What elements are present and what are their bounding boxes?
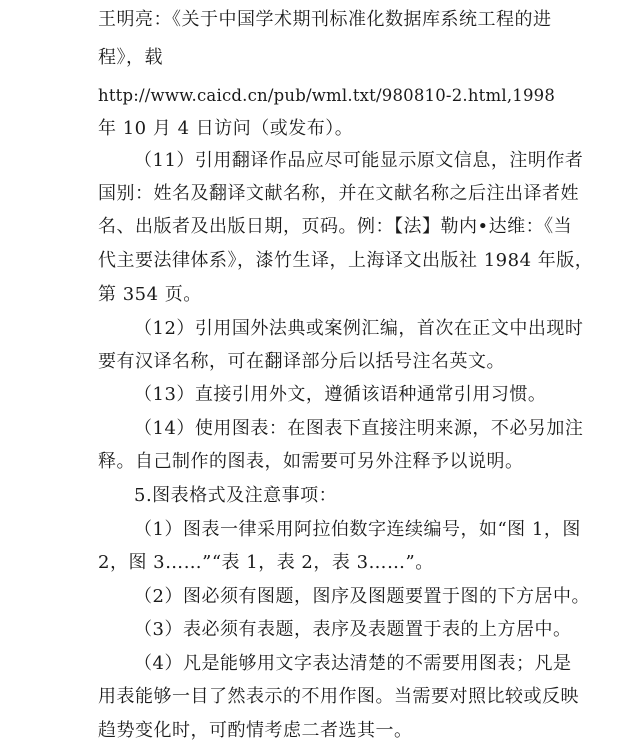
paragraph-13-line: （13）直接引用外文，遵循该语种通常引用习惯。 [134, 384, 547, 405]
item-4-line: 用表能够一目了然表示的不用作图。当需要对照比较或反映 [98, 686, 579, 707]
item-4-line: 趋势变化时，可酌情考虑二者选其一。 [98, 720, 413, 741]
paragraph-11-line: 第 354 页。 [98, 284, 202, 305]
paragraph-11-line: （11）引用翻译作品应尽可能显示原文信息，注明作者 [134, 150, 584, 171]
text-line: 程》，载 [98, 47, 163, 68]
paragraph-12-line: （12）引用国外法典或案例汇编，首次在正文中出现时 [134, 318, 584, 339]
paragraph-14-line: （14）使用图表：在图表下直接注明来源，不必另加注 [134, 418, 584, 439]
item-4-line: （4）凡是能够用文字表达清楚的不需要用图表；凡是 [134, 653, 572, 674]
text-line: 王明亮：《关于中国学术期刊标准化数据库系统工程的进 [98, 9, 552, 30]
item-3-line: （3）表必须有表题，表序及表题置于表的上方居中。 [134, 619, 572, 640]
url-line: http://www.caicd.cn/pub/wml.txt/980810-2.html,1998 [98, 86, 556, 105]
paragraph-11-line: 名、出版者及出版日期，页码。例：【法】勒内•达维：《当 [98, 216, 573, 237]
paragraph-11-line: 代主要法律体系》，漆竹生译，上海译文出版社 1984 年版， [98, 250, 594, 271]
paragraph-11-line: 国别：姓名及翻译文献名称，并在文献名称之后注出译者姓 [98, 183, 579, 204]
item-1-line: 2，图 3……”“表 1，表 2，表 3……”。 [98, 552, 434, 573]
paragraph-12-line: 要有汉译名称，可在翻译部分后以括号注名英文。 [98, 351, 505, 372]
section-heading: 5.图表格式及注意事项： [134, 485, 338, 506]
item-2-line: （2）图必须有图题，图序及图题要置于图的下方居中。 [134, 586, 590, 607]
item-1-line: （1）图表一律采用阿拉伯数字连续编号，如“图 1，图 [134, 519, 581, 540]
paragraph-14-line: 释。自己制作的图表，如需要可另外注释予以说明。 [98, 451, 524, 472]
text-line: 年 10 月 4 日访问（或发布）。 [98, 118, 354, 139]
